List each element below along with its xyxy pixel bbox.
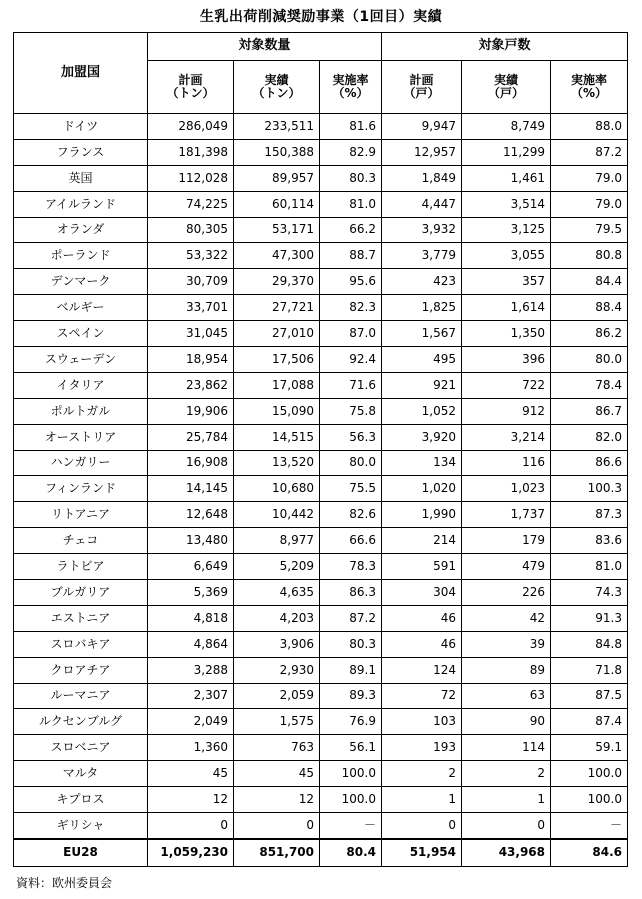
- farm-plan-cell: 1,825: [382, 295, 462, 321]
- vol-rate-cell: 66.2: [320, 217, 382, 243]
- vol-rate-cell: 76.9: [320, 709, 382, 735]
- country-name: ギリシャ: [14, 813, 148, 839]
- farm-actual-cell: 114: [462, 735, 551, 761]
- farm-rate-cell: 87.5: [551, 683, 628, 709]
- farm-rate-cell: 87.2: [551, 139, 628, 165]
- country-name: キプロス: [14, 787, 148, 813]
- source-note: 資料：欧州委員会: [16, 876, 113, 890]
- vol-rate-cell: 87.2: [320, 605, 382, 631]
- farm-actual-cell: 357: [462, 269, 551, 295]
- vol-rate-cell: 80.0: [320, 450, 382, 476]
- farm-actual-cell: 1,614: [462, 295, 551, 321]
- table-row: [14, 605, 628, 631]
- farm-plan-cell: 1,990: [382, 502, 462, 528]
- farm-plan-cell: 72: [382, 683, 462, 709]
- vol-plan-cell: 80,305: [148, 217, 234, 243]
- vol-actual-cell: 47,300: [234, 243, 320, 269]
- farm-rate-cell: 79.0: [551, 191, 628, 217]
- country-name: スウェーデン: [14, 347, 148, 373]
- farm-rate-cell: 100.0: [551, 761, 628, 787]
- table-row: [14, 580, 628, 606]
- country-name: ルクセンブルグ: [14, 709, 148, 735]
- table-row: [14, 709, 628, 735]
- vol-actual-cell: 5,209: [234, 554, 320, 580]
- farm-actual-cell: 479: [462, 554, 551, 580]
- results-table: [13, 32, 628, 867]
- vol-actual-cell: 8,977: [234, 528, 320, 554]
- vol-rate-header: 実施率 （%）: [320, 61, 382, 114]
- farm-plan-cell: 9,947: [382, 114, 462, 140]
- farm-rate-cell: 71.8: [551, 657, 628, 683]
- country-name: チェコ: [14, 528, 148, 554]
- farm-actual-cell: 3,055: [462, 243, 551, 269]
- farm-actual-cell: 43,968: [462, 839, 551, 867]
- vol-actual-cell: 233,511: [234, 114, 320, 140]
- table-row: [14, 114, 628, 140]
- vol-rate-cell: 82.6: [320, 502, 382, 528]
- vol-plan-cell: 45: [148, 761, 234, 787]
- farm-rate-cell: 87.4: [551, 709, 628, 735]
- vol-actual-cell: 4,203: [234, 605, 320, 631]
- vol-plan-cell: 4,818: [148, 605, 234, 631]
- vol-plan-cell: 31,045: [148, 321, 234, 347]
- farm-actual-cell: 8,749: [462, 114, 551, 140]
- vol-actual-cell: 1,575: [234, 709, 320, 735]
- farm-actual-cell: 1,350: [462, 321, 551, 347]
- vol-rate-cell: 81.0: [320, 191, 382, 217]
- vol-actual-cell: 17,506: [234, 347, 320, 373]
- country-name: ポルトガル: [14, 398, 148, 424]
- farm-rate-cell: 81.0: [551, 554, 628, 580]
- farm-plan-cell: 1,849: [382, 165, 462, 191]
- vol-plan-cell: 1,360: [148, 735, 234, 761]
- vol-rate-cell: 80.3: [320, 631, 382, 657]
- vol-actual-cell: 150,388: [234, 139, 320, 165]
- vol-plan-cell: 18,954: [148, 347, 234, 373]
- farm-plan-cell: 3,932: [382, 217, 462, 243]
- country-name: クロアチア: [14, 657, 148, 683]
- vol-rate-cell: 80.3: [320, 165, 382, 191]
- vol-rate-cell: 75.5: [320, 476, 382, 502]
- vol-plan-cell: 4,864: [148, 631, 234, 657]
- country-name: フランス: [14, 139, 148, 165]
- farm-actual-cell: 0: [462, 813, 551, 839]
- farm-rate-cell: 82.0: [551, 424, 628, 450]
- country-name: オーストリア: [14, 424, 148, 450]
- farm-actual-cell: 63: [462, 683, 551, 709]
- table-row: [14, 761, 628, 787]
- vol-plan-cell: 12: [148, 787, 234, 813]
- country-name: ブルガリア: [14, 580, 148, 606]
- farm-rate-cell: 84.4: [551, 269, 628, 295]
- farm-plan-cell: 1,020: [382, 476, 462, 502]
- country-name: ルーマニア: [14, 683, 148, 709]
- farm-plan-cell: 304: [382, 580, 462, 606]
- farm-plan-cell: 1,567: [382, 321, 462, 347]
- vol-actual-cell: 45: [234, 761, 320, 787]
- vol-actual-cell: 12: [234, 787, 320, 813]
- country-name: ドイツ: [14, 114, 148, 140]
- farm-actual-cell: 42: [462, 605, 551, 631]
- farm-rate-cell: 84.8: [551, 631, 628, 657]
- table-row: [14, 139, 628, 165]
- farm-actual-cell: 1,023: [462, 476, 551, 502]
- vol-rate-cell: 82.9: [320, 139, 382, 165]
- country-name: アイルランド: [14, 191, 148, 217]
- country-name: ポーランド: [14, 243, 148, 269]
- vol-plan-header: 計画 （トン）: [148, 61, 234, 114]
- farm-rate-cell: 100.0: [551, 787, 628, 813]
- vol-rate-cell: 82.3: [320, 295, 382, 321]
- farm-actual-cell: 116: [462, 450, 551, 476]
- farm-plan-cell: 921: [382, 372, 462, 398]
- farm-actual-cell: 1: [462, 787, 551, 813]
- country-name: 英国: [14, 165, 148, 191]
- vol-rate-cell: 88.7: [320, 243, 382, 269]
- farm-rate-cell: －: [551, 813, 628, 839]
- farm-plan-cell: 51,954: [382, 839, 462, 867]
- table-row: [14, 631, 628, 657]
- vol-actual-cell: 53,171: [234, 217, 320, 243]
- farm-actual-cell: 1,737: [462, 502, 551, 528]
- farm-plan-cell: 12,957: [382, 139, 462, 165]
- country-name: マルタ: [14, 761, 148, 787]
- vol-rate-cell: 75.8: [320, 398, 382, 424]
- table-row: [14, 683, 628, 709]
- table-row: [14, 813, 628, 839]
- table-row: [14, 398, 628, 424]
- vol-rate-cell: 66.6: [320, 528, 382, 554]
- vol-rate-cell: 56.3: [320, 424, 382, 450]
- vol-plan-cell: 25,784: [148, 424, 234, 450]
- farm-actual-cell: 2: [462, 761, 551, 787]
- vol-rate-cell: 100.0: [320, 787, 382, 813]
- vol-plan-cell: 6,649: [148, 554, 234, 580]
- vol-rate-cell: 95.6: [320, 269, 382, 295]
- vol-actual-cell: 0: [234, 813, 320, 839]
- vol-plan-cell: 1,059,230: [148, 839, 234, 867]
- farm-rate-cell: 88.4: [551, 295, 628, 321]
- vol-actual-cell: 13,520: [234, 450, 320, 476]
- table-row: [14, 476, 628, 502]
- farm-actual-cell: 90: [462, 709, 551, 735]
- vol-actual-cell: 10,442: [234, 502, 320, 528]
- vol-rate-cell: 87.0: [320, 321, 382, 347]
- country-name: リトアニア: [14, 502, 148, 528]
- vol-actual-header: 実績 （トン）: [234, 61, 320, 114]
- table-row: [14, 347, 628, 373]
- table-row: [14, 217, 628, 243]
- volume-group-header: 対象数量: [148, 33, 382, 61]
- farm-rate-cell: 59.1: [551, 735, 628, 761]
- table-row: [14, 243, 628, 269]
- vol-plan-cell: 16,908: [148, 450, 234, 476]
- farm-rate-cell: 91.3: [551, 605, 628, 631]
- farm-actual-cell: 912: [462, 398, 551, 424]
- table-row: [14, 295, 628, 321]
- country-name: スロベニア: [14, 735, 148, 761]
- vol-rate-cell: 80.4: [320, 839, 382, 867]
- vol-rate-cell: 89.1: [320, 657, 382, 683]
- table-row: [14, 528, 628, 554]
- farm-actual-cell: 3,125: [462, 217, 551, 243]
- farm-plan-cell: 193: [382, 735, 462, 761]
- table-row: [14, 787, 628, 813]
- country-name: イタリア: [14, 372, 148, 398]
- farm-rate-cell: 74.3: [551, 580, 628, 606]
- table-row: [14, 657, 628, 683]
- vol-actual-cell: 15,090: [234, 398, 320, 424]
- country-name: ラトビア: [14, 554, 148, 580]
- vol-actual-cell: 10,680: [234, 476, 320, 502]
- farm-rate-cell: 88.0: [551, 114, 628, 140]
- vol-plan-cell: 112,028: [148, 165, 234, 191]
- table-row: [14, 269, 628, 295]
- vol-actual-cell: 2,930: [234, 657, 320, 683]
- vol-plan-cell: 74,225: [148, 191, 234, 217]
- total-row: [14, 839, 628, 867]
- vol-plan-cell: 181,398: [148, 139, 234, 165]
- farm-actual-cell: 179: [462, 528, 551, 554]
- farm-plan-cell: 3,779: [382, 243, 462, 269]
- country-name: オランダ: [14, 217, 148, 243]
- vol-actual-cell: 763: [234, 735, 320, 761]
- table-row: [14, 450, 628, 476]
- farm-rate-cell: 83.6: [551, 528, 628, 554]
- farm-rate-cell: 87.3: [551, 502, 628, 528]
- vol-rate-cell: 86.3: [320, 580, 382, 606]
- table-row: [14, 424, 628, 450]
- table-row: [14, 502, 628, 528]
- farm-rate-cell: 79.0: [551, 165, 628, 191]
- table-row: [14, 321, 628, 347]
- farm-rate-header: 実施率 （%）: [551, 61, 628, 114]
- farm-plan-cell: 423: [382, 269, 462, 295]
- farm-rate-cell: 86.6: [551, 450, 628, 476]
- vol-actual-cell: 851,700: [234, 839, 320, 867]
- table-title: 生乳出荷削減奨励事業（1回目）実績: [199, 9, 443, 25]
- farm-rate-cell: 80.8: [551, 243, 628, 269]
- vol-actual-cell: 3,906: [234, 631, 320, 657]
- farm-plan-cell: 3,920: [382, 424, 462, 450]
- vol-plan-cell: 53,322: [148, 243, 234, 269]
- farm-plan-header: 計画 （戸）: [382, 61, 462, 114]
- vol-rate-cell: 56.1: [320, 735, 382, 761]
- vol-plan-cell: 30,709: [148, 269, 234, 295]
- vol-plan-cell: 12,648: [148, 502, 234, 528]
- farm-actual-cell: 1,461: [462, 165, 551, 191]
- farm-plan-cell: 103: [382, 709, 462, 735]
- vol-plan-cell: 33,701: [148, 295, 234, 321]
- farm-plan-cell: 124: [382, 657, 462, 683]
- vol-actual-cell: 17,088: [234, 372, 320, 398]
- vol-plan-cell: 2,049: [148, 709, 234, 735]
- farm-plan-cell: 46: [382, 631, 462, 657]
- vol-plan-cell: 5,369: [148, 580, 234, 606]
- farm-plan-cell: 4,447: [382, 191, 462, 217]
- farm-plan-cell: 1,052: [382, 398, 462, 424]
- farm-plan-cell: 134: [382, 450, 462, 476]
- table-row: [14, 735, 628, 761]
- farm-rate-cell: 84.6: [551, 839, 628, 867]
- vol-actual-cell: 89,957: [234, 165, 320, 191]
- country-name: EU28: [14, 839, 148, 867]
- vol-actual-cell: 27,010: [234, 321, 320, 347]
- vol-plan-cell: 19,906: [148, 398, 234, 424]
- country-name: スロバキア: [14, 631, 148, 657]
- vol-rate-cell: 81.6: [320, 114, 382, 140]
- farm-plan-cell: 214: [382, 528, 462, 554]
- vol-rate-cell: －: [320, 813, 382, 839]
- table-row: [14, 554, 628, 580]
- vol-rate-cell: 100.0: [320, 761, 382, 787]
- table-row: [14, 165, 628, 191]
- vol-rate-cell: 71.6: [320, 372, 382, 398]
- vol-actual-cell: 27,721: [234, 295, 320, 321]
- table-row: [14, 372, 628, 398]
- farm-plan-cell: 591: [382, 554, 462, 580]
- country-name: エストニア: [14, 605, 148, 631]
- farm-actual-header: 実績 （戸）: [462, 61, 551, 114]
- member-header: 加盟国: [14, 33, 148, 114]
- vol-plan-cell: 23,862: [148, 372, 234, 398]
- vol-actual-cell: 4,635: [234, 580, 320, 606]
- vol-rate-cell: 78.3: [320, 554, 382, 580]
- farm-actual-cell: 722: [462, 372, 551, 398]
- vol-rate-cell: 89.3: [320, 683, 382, 709]
- vol-actual-cell: 2,059: [234, 683, 320, 709]
- farm-plan-cell: 46: [382, 605, 462, 631]
- farm-plan-cell: 2: [382, 761, 462, 787]
- country-name: デンマーク: [14, 269, 148, 295]
- farm-actual-cell: 89: [462, 657, 551, 683]
- country-name: スペイン: [14, 321, 148, 347]
- farm-rate-cell: 80.0: [551, 347, 628, 373]
- farm-rate-cell: 79.5: [551, 217, 628, 243]
- farm-actual-cell: 226: [462, 580, 551, 606]
- vol-plan-cell: 14,145: [148, 476, 234, 502]
- table-body: [14, 114, 628, 867]
- country-name: ハンガリー: [14, 450, 148, 476]
- farm-plan-cell: 0: [382, 813, 462, 839]
- vol-rate-cell: 92.4: [320, 347, 382, 373]
- farm-actual-cell: 39: [462, 631, 551, 657]
- vol-plan-cell: 3,288: [148, 657, 234, 683]
- vol-plan-cell: 13,480: [148, 528, 234, 554]
- vol-plan-cell: 2,307: [148, 683, 234, 709]
- country-name: ベルギー: [14, 295, 148, 321]
- farm-rate-cell: 78.4: [551, 372, 628, 398]
- vol-actual-cell: 60,114: [234, 191, 320, 217]
- farm-plan-cell: 495: [382, 347, 462, 373]
- farm-rate-cell: 86.7: [551, 398, 628, 424]
- farm-rate-cell: 100.3: [551, 476, 628, 502]
- farm-plan-cell: 1: [382, 787, 462, 813]
- farm-actual-cell: 396: [462, 347, 551, 373]
- farm-actual-cell: 3,514: [462, 191, 551, 217]
- vol-plan-cell: 0: [148, 813, 234, 839]
- farms-group-header: 対象戸数: [382, 33, 628, 61]
- vol-plan-cell: 286,049: [148, 114, 234, 140]
- table-row: [14, 191, 628, 217]
- farm-actual-cell: 11,299: [462, 139, 551, 165]
- vol-actual-cell: 14,515: [234, 424, 320, 450]
- vol-actual-cell: 29,370: [234, 269, 320, 295]
- farm-rate-cell: 86.2: [551, 321, 628, 347]
- country-name: フィンランド: [14, 476, 148, 502]
- farm-actual-cell: 3,214: [462, 424, 551, 450]
